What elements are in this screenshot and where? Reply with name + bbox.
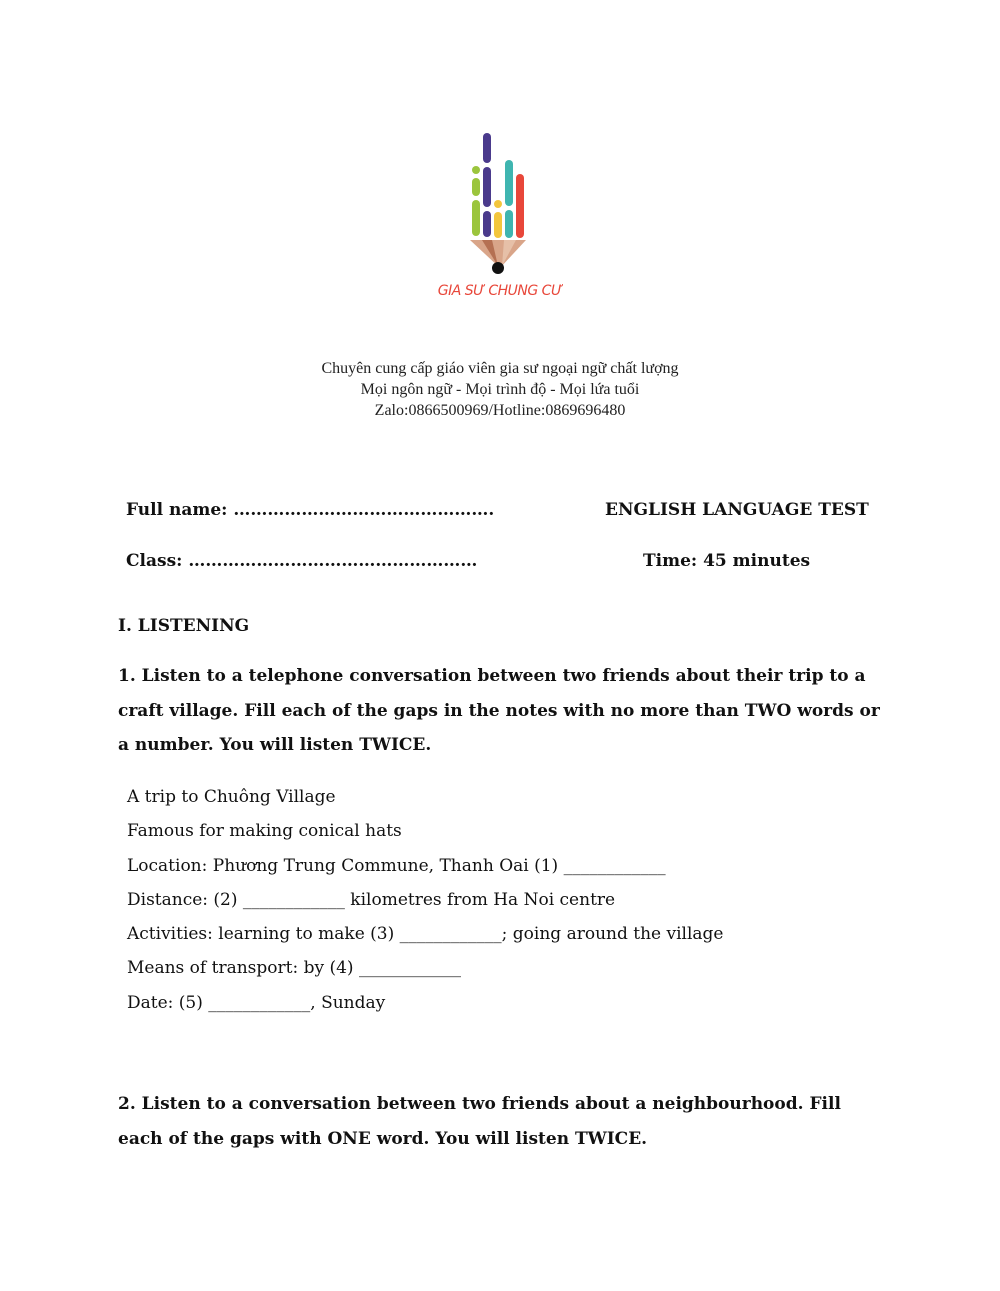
header-line-3: Zalo:0866500969/Hotline:0869696480 [374, 402, 626, 419]
note-line: Means of transport: by (4) ____________ [127, 958, 461, 979]
question-2-instruction: 2. Listen to a conversation between two friends about a neighbourhood. Fill each of the gaps with ONE word. You will listen TWICE. [118, 1094, 841, 1149]
note-line: Location: Phương Trung Commune, Thanh Oai (1) ____________ [127, 855, 666, 876]
logo-text: GIA SƯ CHUNG CƯ [437, 283, 563, 299]
time-label: Time: 45 minutes [643, 551, 811, 571]
pencil-bars-logo-icon [420, 128, 580, 278]
note-line: Distance: (2) ____________ kilometres from Ha Noi centre [127, 889, 616, 910]
logo [420, 128, 580, 308]
note-line: Activities: learning to make (3) ____________; going around the village [127, 924, 724, 945]
question-1-notes [127, 780, 724, 1020]
class-field: Class: …………………………………………… [126, 551, 478, 571]
note-line: Famous for making conical hats [127, 821, 402, 842]
test-title: ENGLISH LANGUAGE TEST [605, 500, 869, 520]
header-tagline [0, 358, 1000, 421]
header-line-2: Mọi ngôn ngữ - Mọi trình độ - Mọi lứa tuổi [360, 381, 640, 398]
note-line: Date: (5) ____________, Sunday [127, 992, 386, 1013]
question-1-instruction: 1. Listen to a telephone conversation between two friends about their trip to a craft village. Fill each of the gaps in the notes with no more than TWO words or a number. You will listen TWICE. [118, 666, 880, 755]
section-title-listening: I. LISTENING [118, 616, 250, 636]
header-line-1: Chuyên cung cấp giáo viên gia sư ngoại ngữ chất lượng [321, 360, 679, 377]
note-line: A trip to Chuông Village [127, 787, 336, 807]
full-name-field: Full name: ………………………………………. [126, 500, 495, 520]
